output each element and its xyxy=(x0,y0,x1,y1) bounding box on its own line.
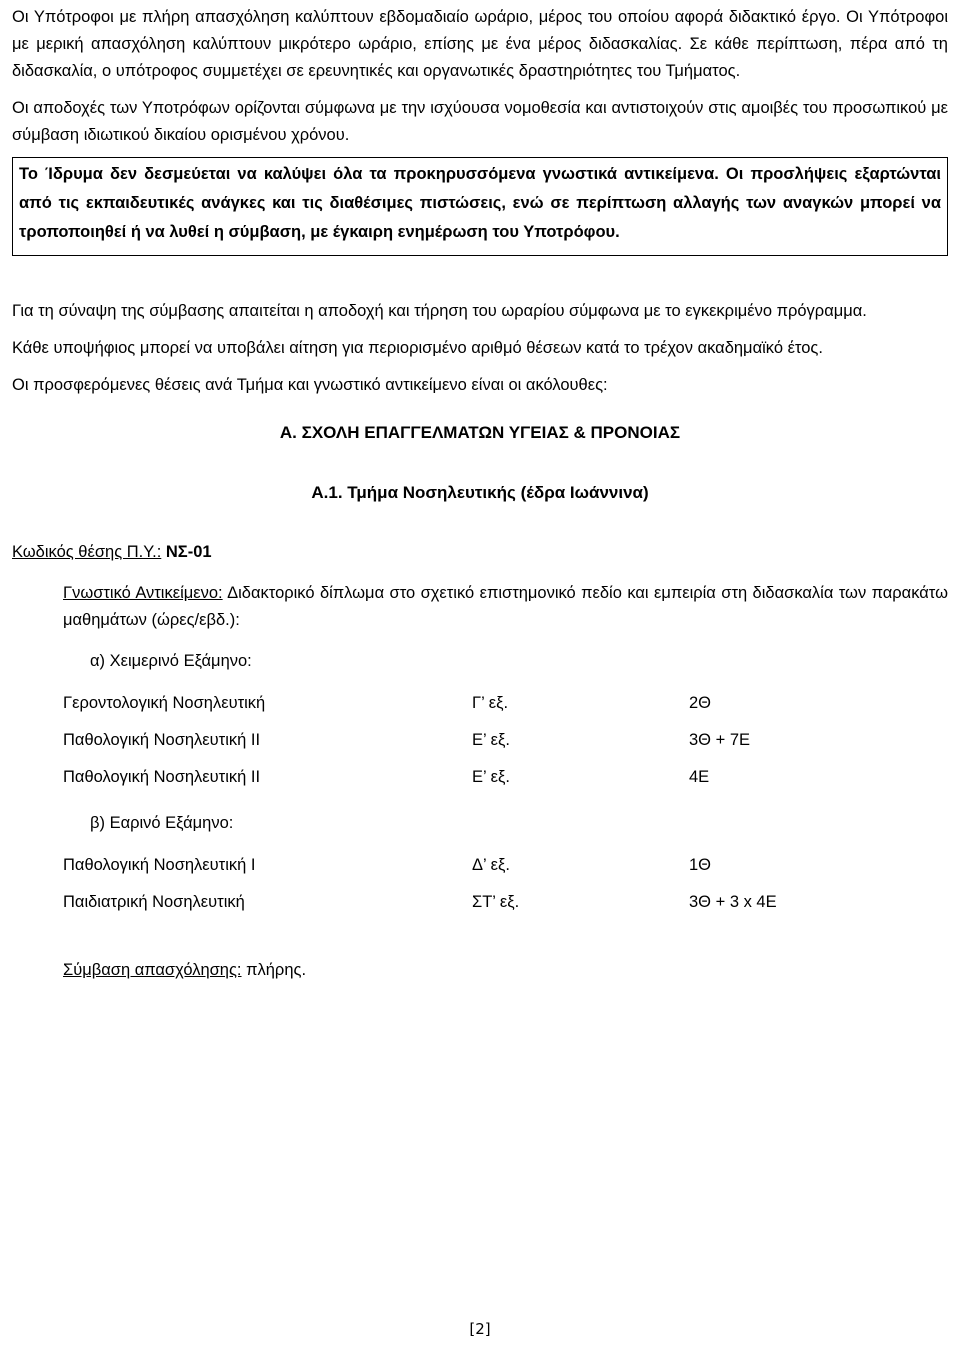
winter-label: α) Χειμερινό Εξάμηνο: xyxy=(90,652,252,670)
max-positions-paragraph: Κάθε υποψήφιος μπορεί να υποβάλει αίτηση για περιορισμένο αριθμό θέσεων κατά το τρέχον ακαδημαϊκό έτος. xyxy=(12,339,823,357)
contract-label: Σύμβαση απασχόλησης: xyxy=(63,961,242,979)
fees-paragraph: Οι αποδοχές των Υποτρόφων ορίζονται σύμφωνα με την ισχύουσα νομοθεσία και αντιστοιχούν στις αμοιβές του προσωπικού με σύμβαση ιδιωτικού δικαίου ορισμένου χρόνου. xyxy=(12,99,948,144)
page-number: [2] xyxy=(469,1320,491,1338)
table-row xyxy=(63,722,750,759)
course-semester: Ε’ εξ. xyxy=(472,768,510,786)
course-name: Παθολογική Νοσηλευτική ΙΙ xyxy=(63,768,261,786)
subject-text: Διδακτορικό δίπλωμα στο σχετικό επιστημονικό πεδίο και εμπειρία στη διδασκαλία των παρακάτω μαθημάτων (ώρες/εβδ.): xyxy=(63,584,948,629)
course-semester: ΣΤ’ εξ. xyxy=(472,893,520,911)
subject-label: Γνωστικό Αντικείμενο: xyxy=(63,584,223,602)
course-name: Παθολογική Νοσηλευτική ΙΙ xyxy=(63,731,261,749)
course-name: Παιδιατρική Νοσηλευτική xyxy=(63,893,245,911)
course-semester: Δ’ εξ. xyxy=(472,856,510,874)
position-code xyxy=(12,543,948,562)
table-row xyxy=(63,685,750,722)
course-semester: Γ’ εξ. xyxy=(472,694,509,712)
subject-block xyxy=(63,580,948,921)
requirement-paragraph: Για τη σύναψη της σύμβασης απαιτείται η αποδοχή και τήρηση του ωραρίου σύμφωνα με το εγκεκριμένο πρόγραμμα. xyxy=(12,302,867,320)
subject-paragraph xyxy=(63,580,948,634)
school-heading: Α. ΣΧΟΛΗ ΕΠΑΓΓΕΛΜΑΤΩΝ ΥΓΕΙΑΣ & ΠΡΟΝΟΙΑΣ xyxy=(279,423,681,442)
table-row xyxy=(63,847,777,884)
course-semester: Ε’ εξ. xyxy=(472,731,510,749)
course-hours: 2Θ xyxy=(689,694,712,712)
course-hours: 1Θ xyxy=(689,856,712,874)
course-name: Παθολογική Νοσηλευτική Ι xyxy=(63,856,256,874)
spring-courses-table xyxy=(63,847,777,921)
offered-intro: Οι προσφερόμενες θέσεις ανά Τμήμα και γνωστικό αντικείμενο είναι οι ακόλουθες: xyxy=(12,376,608,394)
table-row xyxy=(63,759,750,796)
course-hours: 3Θ + 7Ε xyxy=(689,731,750,749)
position-code-label: Κωδικός θέσης Π.Υ.: xyxy=(12,543,162,561)
top-paragraph: Οι Υπότροφοι με πλήρη απασχόληση καλύπτουν εβδομαδιαίο ωράριο, μέρος του οποίου αφορά διδακτικό έργο. Οι Υπότροφοι με μερική απασχόληση καλύπτουν μικρότερο ωράριο, επίσης με ένα μέρος διδασκαλίας. Σε κάθε περίπτωση, πέρα από τη διδασκαλία, ο υπότροφος συμμετέχει σε ερευνητικές και οργανωτικές δραστηριότητες του Τμήματος. xyxy=(12,8,948,80)
notice-box xyxy=(12,157,948,256)
contract-value: πλήρης. xyxy=(246,961,307,979)
position-code-value: ΝΣ-01 xyxy=(165,543,212,561)
contract-line xyxy=(63,961,948,980)
spring-label: β) Εαρινό Εξάμηνο: xyxy=(90,814,234,832)
course-name: Γεροντολογική Νοσηλευτική xyxy=(63,694,266,712)
table-row xyxy=(63,884,777,921)
winter-courses-table xyxy=(63,685,750,796)
notice-text: Το Ίδρυμα δεν δεσμεύεται να καλύψει όλα τα προκηρυσσόμενα γνωστικά αντικείμενα. Οι προσλήψεις εξαρτώνται από τις εκπαιδευτικές ανάγκες και τις διαθέσιμες πιστώσεις, ενώ σε περίπτωση αλλαγής των αναγκών μπορεί να τροποποιηθεί ή να λυθεί η σύμβαση, με έγκαιρη ενημέρωση του Υποτρόφου. xyxy=(19,165,941,241)
department-heading: Α.1. Τμήμα Νοσηλευτικής (έδρα Ιωάννινα) xyxy=(311,483,649,502)
course-hours: 3Θ + 3 x 4Ε xyxy=(689,893,777,911)
course-hours: 4Ε xyxy=(689,768,710,786)
